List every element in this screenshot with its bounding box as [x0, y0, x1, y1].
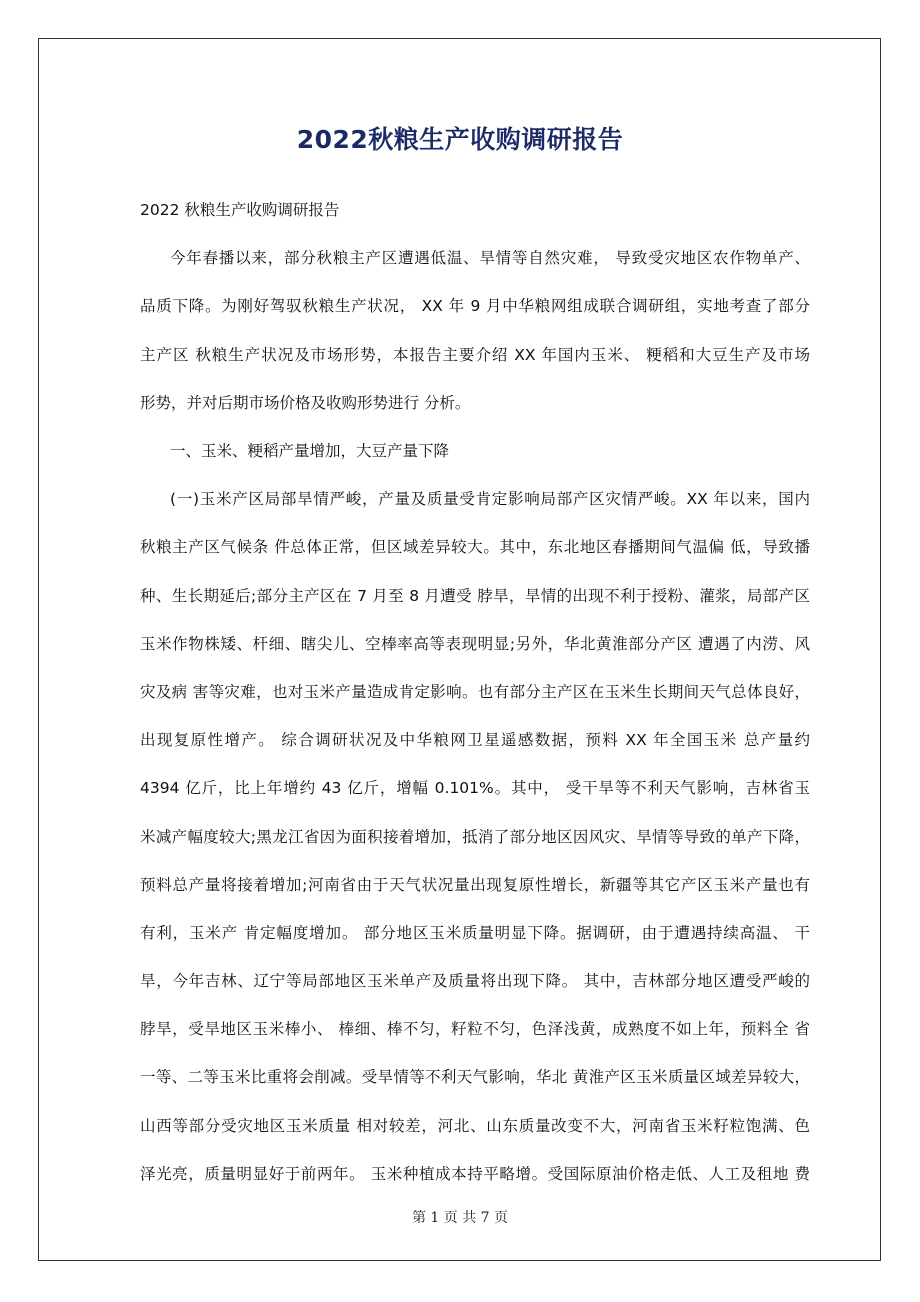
text-line: 脖旱，受旱地区玉米棒小、 棒细、棒不匀，籽粒不匀，色泽浅黄，成熟度不如上年，预料全 省 [140, 1020, 810, 1038]
section-heading: 一、玉米、粳稻产量增加，大豆产量下降 [170, 442, 450, 460]
text-line: 米减产幅度较大;黑龙江省因为面积接着增加，抵消了部分地区因风灾、旱情等导致的单产下降， [140, 828, 810, 846]
text-line: 种、生长期延后;部分主产区在 7 月至 8 月遭受 脖旱，旱情的出现不利于授粉、灌浆，局部产区 [140, 587, 810, 605]
text-line: 山西等部分受灾地区玉米质量 相对较差，河北、山东质量改变不大，河南省玉米籽粒饱满、色 [140, 1117, 810, 1135]
text-line: 泽光亮，质量明显好于前两年。 玉米种植成本持平略增。受国际原油价格走低、人工及租地 费 [140, 1165, 810, 1183]
text-line: 预料总产量将接着增加;河南省由于天气状况量出现复原性增长，新疆等其它产区玉米产量也有 [140, 876, 810, 894]
text-line: (一)玉米产区局部旱情严峻，产量及质量受肯定影响局部产区灾情严峻。XX 年以来，国内 [170, 490, 810, 508]
page-number: 第 1 页 共 7 页 [411, 1210, 509, 1226]
text-line: 有利，玉米产 肯定幅度增加。 部分地区玉米质量明显下降。据调研，由于遭遇持续高温、 干 [140, 924, 810, 942]
text-line: 4394 亿斤，比上年增约 43 亿斤，增幅 0.101%。其中， 受干旱等不利天气影响，吉林省玉 [140, 779, 810, 797]
subtitle-line: 2022 秋粮生产收购调研报告 [140, 201, 340, 219]
text-line: 旱，今年吉林、辽宁等局部地区玉米单产及质量将出现下降。 其中，吉林部分地区遭受严峻的 [140, 972, 810, 990]
text-line: 玉米作物株矮、杆细、瞎尖儿、空棒率高等表现明显;另外，华北黄淮部分产区 遭遇了内涝、风 [140, 635, 810, 653]
text-line: 出现复原性增产。 综合调研状况及中华粮网卫星遥感数据，预料 XX 年全国玉米 总产量约 [140, 731, 810, 749]
text-line: 一等、二等玉米比重将会削减。受旱情等不利天气影响，华北 黄淮产区玉米质量区域差异较大， [140, 1068, 810, 1086]
text-line: 品质下降。为刚好驾驭秋粮生产状况， XX 年 9 月中华粮网组成联合调研组，实地考查了部分 [140, 297, 810, 315]
text-line: 今年春播以来，部分秋粮主产区遭遇低温、旱情等自然灾难， 导致受灾地区农作物单产、 [170, 249, 810, 267]
text-line: 形势，并对后期市场价格及收购形势进行 分析。 [140, 394, 471, 412]
text-line: 秋粮主产区气候条 件总体正常，但区域差异较大。其中，东北地区春播期间气温偏 低，导致播 [140, 538, 810, 556]
document-title: 2022秋粮生产收购调研报告 [296, 125, 624, 154]
text-line: 主产区 秋粮生产状况及市场形势，本报告主要介绍 XX 年国内玉米、 粳稻和大豆生产及市场 [140, 346, 810, 364]
text-line: 灾及病 害等灾难，也对玉米产量造成肯定影响。也有部分主产区在玉米生长期间天气总体良好， [140, 683, 810, 701]
